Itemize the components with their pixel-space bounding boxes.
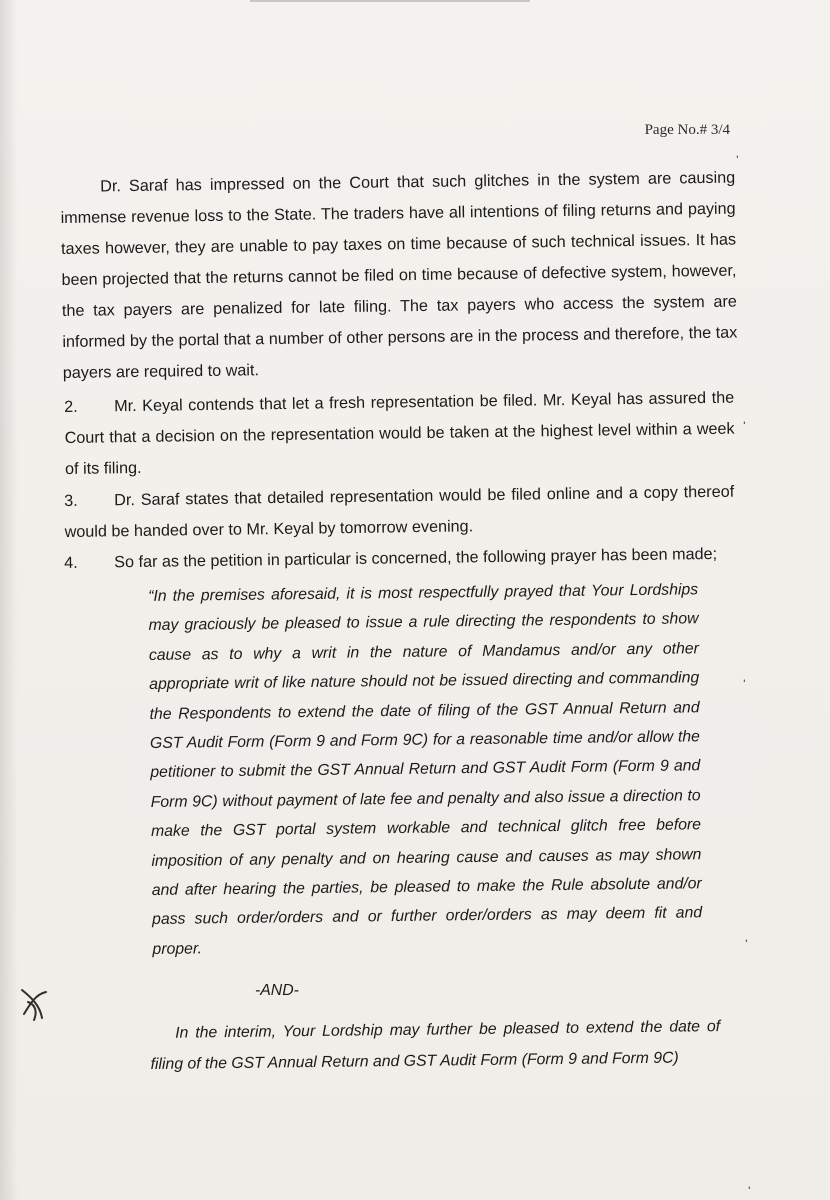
and-separator: -AND- [255,982,299,999]
paragraph-3-number: 3. [64,491,78,510]
page-number: Page No.# 3/4 [644,122,730,138]
paragraph-2-text: Mr. Keyal contends that let a fresh representation be filed. Mr. Keyal has assured the Court that a decision on the representation would be taken at the highest level within a week of its filing. [64,388,735,478]
paragraph-1: Dr. Saraf has impressed on the Court that such glitches in the system are causing immense revenue loss to the State. The traders have all intentions of filing returns and paying taxes however, they are unable to pay taxes on time because of such technical issues. It has been projected that the returns cannot be filed on time because of defective system, however, the tax payers are penalized for late filing. The tax payers who access the system are informed by the portal that a number of other persons are in the process and therefore, the tax payers are required to wait. [60,168,738,382]
paragraph-2 [64,383,735,485]
paragraph-4-number: 4. [64,553,78,572]
margin-tick-mark: ˌ [744,926,749,942]
handwritten-initial-mark [16,984,52,1026]
interim-prayer: In the interim, Your Lordship may further be pleased to extend the date of filing of the GST Annual Return and GST Audit Form (Form 9 and Form 9C) [150,1018,721,1073]
margin-tick-mark: ˌ [747,1173,752,1189]
margin-tick-mark: ˌ [742,408,747,424]
margin-tick-mark: ˌ [735,142,740,158]
paragraph-4-text: So far as the petition in particular is concerned, the following prayer has been made; [114,544,718,572]
paragraph-2-number: 2. [64,397,78,416]
prayer-quote: “In the premises aforesaid, it is most respectfully prayed that Your Lordships may graciously be pleased to issue a rule directing the respondents to show cause as to why a writ in the nature of Mandamus and/or any other appropriate writ of like nature should not be issued directing and commanding the Respondents to extend the date of filing of the GST Annual Return and GST Audit Form (Form 9 and Form 9C) for a reasonable time and/or allow the petitioner to submit the GST Annual Return and GST Audit Form (Form 9 and Form 9C) without payment of late fee and penalty and also issue a direction to make the GST portal system workable and technical glitch free before imposition of any penalty and on hearing cause and causes as may shown and after hearing the parties, be pleased to make the Rule absolute and/or pass such order/orders and or further order/orders as may deem fit and proper. [148,581,703,958]
top-edge-line [250,0,530,2]
paragraph-3 [64,477,735,548]
paragraph-3-text: Dr. Saraf states that detailed representation would be filed online and a copy thereof would be handed over to Mr. Keyal by tomorrow evening. [64,482,735,541]
margin-tick-mark: ˌ [742,666,747,682]
